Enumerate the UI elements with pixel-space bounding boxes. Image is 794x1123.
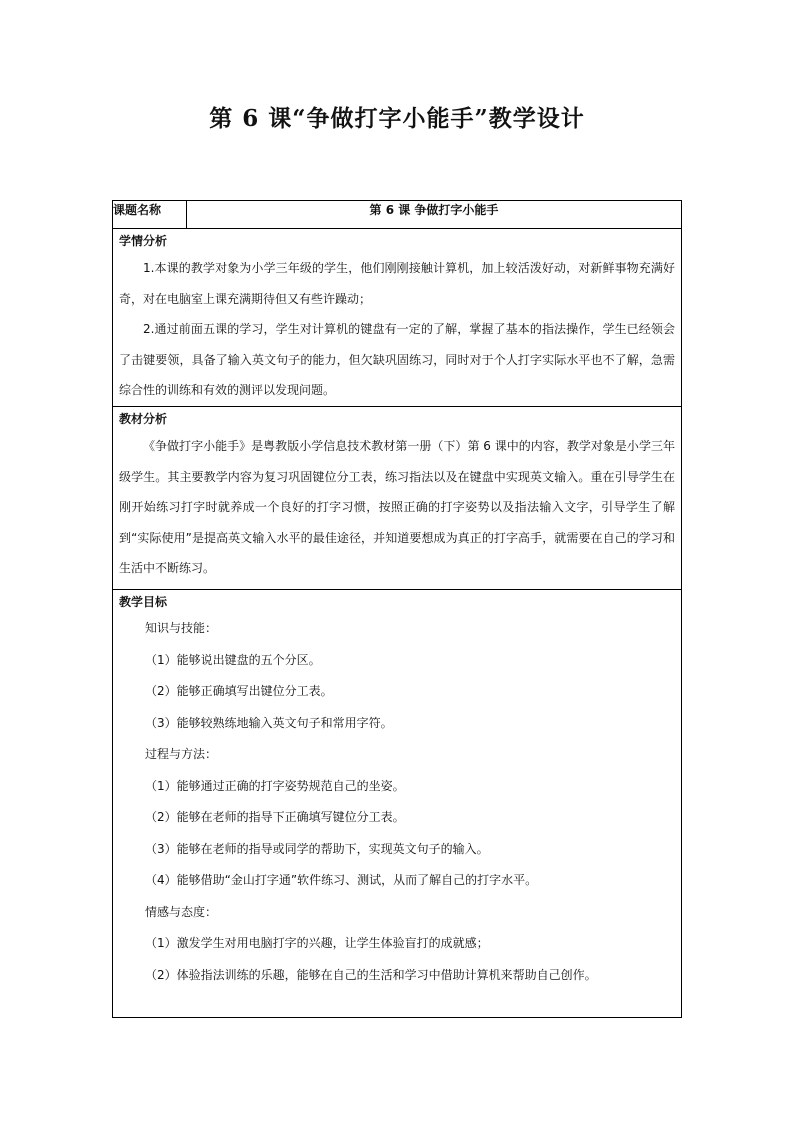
material-analysis-row bbox=[113, 407, 682, 590]
objective-item: （1）能够通过正确的打字姿势规范自己的坐姿。 bbox=[145, 778, 405, 793]
student-analysis-row bbox=[113, 229, 682, 407]
objective-item: （2）能够正确填写出键位分工表。 bbox=[145, 684, 333, 698]
material-analysis-paragraph: 《争做打字小能手》是粤教版小学信息技术教材第一册（下）第 6 课中的内容，教学对象是小学三年级学生。其主要教学内容为复习巩固键位分工表，练习指法以及在键盘中实现英文输入。重在引导学生在刚开始练习打字时就养成一个良好的打字习惯，按照正确的打字姿势以及指法输入文字，引导学生了解到“实际使用”是提高英文输入水平的最佳途径，并知道要想成为真正的打字高手，就需要在自己的学习和生活中不断练习。 bbox=[119, 439, 675, 575]
objective-item: （1）激发学生对用电脑打字的兴趣，让学生体验盲打的成就感； bbox=[145, 936, 489, 950]
student-analysis-cell bbox=[113, 229, 682, 407]
objective-item: （2）能够在老师的指导下正确填写键位分工表。 bbox=[145, 810, 405, 824]
material-analysis-cell bbox=[113, 407, 682, 590]
student-analysis-paragraph: 1.本课的教学对象为小学三年级的学生，他们刚刚接触计算机，加上较活泼好动，对新鲜事物充满好奇，对在电脑室上课充满期待但又有些许躁动； bbox=[119, 261, 675, 306]
page-title: 第 6 课“争做打字小能手”教学设计 bbox=[209, 105, 585, 132]
objectives-row bbox=[113, 590, 682, 1018]
objective-item: （4）能够借助“金山打字通”软件练习、测试，从而了解自己的打字水平。 bbox=[145, 873, 538, 887]
student-analysis-paragraph: 2.通过前面五课的学习，学生对计算机的键盘有一定的了解，掌握了基本的指法操作，学生已经领会了击键要领，具备了输入英文句子的能力，但欠缺巩固练习，同时对于个人打字实际水平也不了解，急需综合性的训练和有效的测评以发现问题。 bbox=[119, 322, 675, 397]
objective-item: （3）能够较熟练地输入英文句子和常用字符。 bbox=[145, 715, 393, 730]
topic-row bbox=[113, 201, 682, 229]
student-analysis-heading: 学情分析 bbox=[119, 234, 168, 248]
process-methods-label: 过程与方法： bbox=[145, 747, 218, 761]
lesson-design-table bbox=[112, 200, 682, 1018]
objective-item: （1）能够说出键盘的五个分区。 bbox=[145, 652, 321, 667]
objective-item: （3）能够在老师的指导或同学的帮助下，实现英文句子的输入。 bbox=[145, 841, 489, 856]
emotion-attitude-label: 情感与态度： bbox=[145, 904, 218, 919]
knowledge-skills-label: 知识与技能： bbox=[145, 621, 218, 635]
topic-label: 课题名称 bbox=[113, 201, 187, 229]
objective-item: （2）体验指法训练的乐趣，能够在自己的生活和学习中借助计算机来帮助自己创作。 bbox=[145, 967, 597, 982]
objectives-heading: 教学目标 bbox=[119, 595, 168, 609]
topic-value: 第 6 课 争做打字小能手 bbox=[187, 201, 682, 229]
objectives-cell bbox=[113, 590, 682, 1018]
material-analysis-heading: 教材分析 bbox=[119, 412, 168, 426]
